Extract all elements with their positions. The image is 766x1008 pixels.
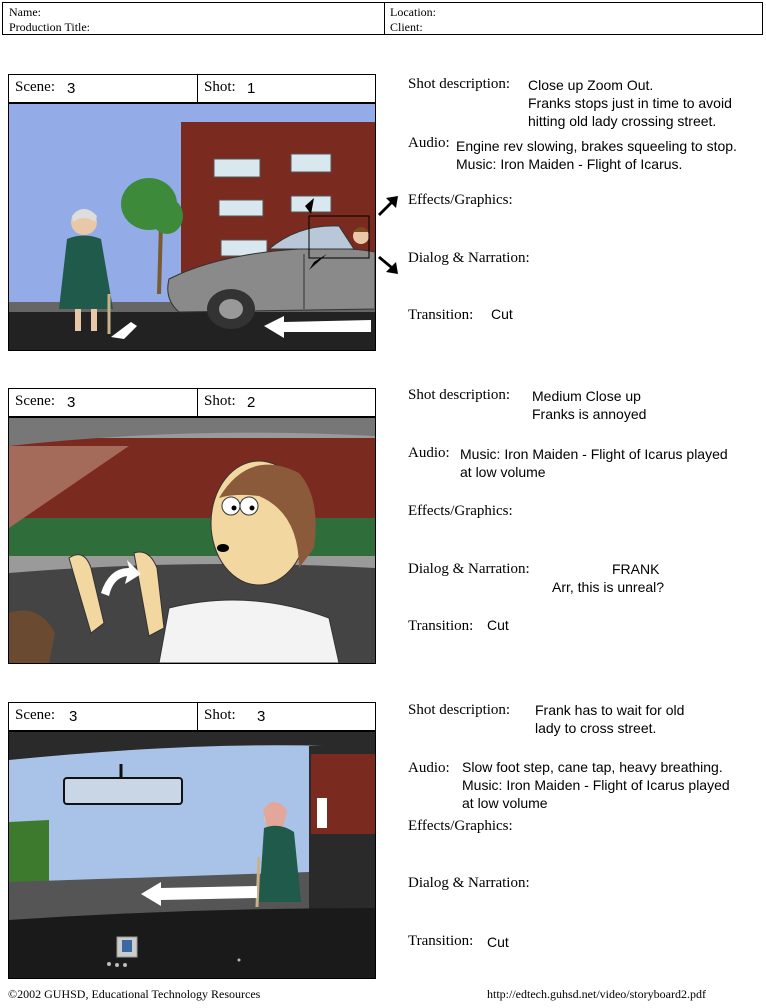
scene-number: 3 [69, 708, 78, 725]
effects-label: Effects/Graphics: [408, 818, 513, 834]
audio-line: at low volume [460, 464, 546, 480]
scene-shot-divider [197, 75, 198, 102]
frame-2-drawing [9, 418, 375, 663]
scene-label: Scene: [15, 707, 55, 723]
audio-line: at low volume [462, 795, 548, 811]
storyboard-frame-2 [8, 417, 376, 664]
scene-number: 3 [67, 394, 76, 411]
client-label: Client: [390, 20, 423, 34]
scene-label: Scene: [15, 79, 55, 95]
effects-label: Effects/Graphics: [408, 192, 513, 208]
audio-line: Slow foot step, cane tap, heavy breathing. [462, 759, 723, 775]
shot-description-line: Franks is annoyed [532, 406, 647, 422]
transition-label: Transition: [408, 618, 474, 634]
scene-shot-divider [197, 389, 198, 416]
frame-3-drawing [9, 732, 375, 978]
transition-label: Transition: [408, 933, 474, 949]
dialog-line: Arr, this is unreal? [552, 579, 665, 595]
shot-description-line: Close up Zoom Out. [528, 77, 654, 93]
scene-shot-divider [197, 703, 198, 730]
dialog-speaker: FRANK [612, 561, 660, 577]
header-divider [384, 3, 385, 34]
scene-shot-box-1 [8, 74, 376, 103]
shot-label: Shot: [204, 393, 236, 409]
scene-shot-box-2 [8, 388, 376, 417]
audio-line: Music: Iron Maiden - Flight of Icarus played [460, 446, 728, 462]
shot-description-line: Franks stops just in time to avoid [528, 95, 732, 111]
shot-label: Shot: [204, 707, 236, 723]
scene-shot-box-3 [8, 702, 376, 731]
storyboard-frame-3 [8, 731, 376, 979]
shot-description-line: hitting old lady crossing street. [528, 113, 717, 129]
shot-number: 1 [247, 80, 256, 97]
header-table [2, 2, 763, 35]
scene-label: Scene: [15, 393, 55, 409]
transition-value: Cut [487, 934, 509, 950]
footer-url: http://edtech.guhsd.net/video/storyboard2.pdf [487, 987, 706, 1001]
transition-value: Cut [491, 306, 513, 322]
audio-line: Music: Iron Maiden - Flight of Icarus. [456, 156, 683, 172]
transition-label: Transition: [408, 307, 474, 323]
footer-copyright: ©2002 GUHSD, Educational Technology Resources [8, 987, 261, 1001]
transition-value: Cut [487, 617, 509, 633]
dialog-label: Dialog & Narration: [408, 561, 530, 577]
dialog-label: Dialog & Narration: [408, 875, 530, 891]
frame-1-drawing [9, 104, 375, 350]
shot-description-label: Shot description: [408, 387, 511, 403]
name-label: Name: [9, 5, 41, 19]
audio-label: Audio: [408, 760, 450, 776]
effects-label: Effects/Graphics: [408, 503, 513, 519]
scene-number: 3 [67, 80, 76, 97]
audio-label: Audio: [408, 135, 450, 151]
shot-description-label: Shot description: [408, 76, 511, 92]
shot-number: 3 [257, 708, 266, 725]
dialog-label: Dialog & Narration: [408, 250, 530, 266]
shot-description-label: Shot description: [408, 702, 511, 718]
shot-number: 2 [247, 394, 256, 411]
zoom-arrows [376, 190, 404, 280]
audio-label: Audio: [408, 445, 450, 461]
production-title-label: Production Title: [9, 20, 91, 34]
shot-label: Shot: [204, 79, 236, 95]
audio-line: Music: Iron Maiden - Flight of Icarus played [462, 777, 730, 793]
shot-description-line: Frank has to wait for old [535, 702, 685, 718]
audio-line: Engine rev slowing, brakes squeeling to stop. [456, 138, 737, 154]
shot-description-line: lady to cross street. [535, 720, 657, 736]
shot-description-line: Medium Close up [532, 388, 641, 404]
storyboard-frame-1 [8, 103, 376, 351]
location-label: Location: [390, 5, 436, 19]
